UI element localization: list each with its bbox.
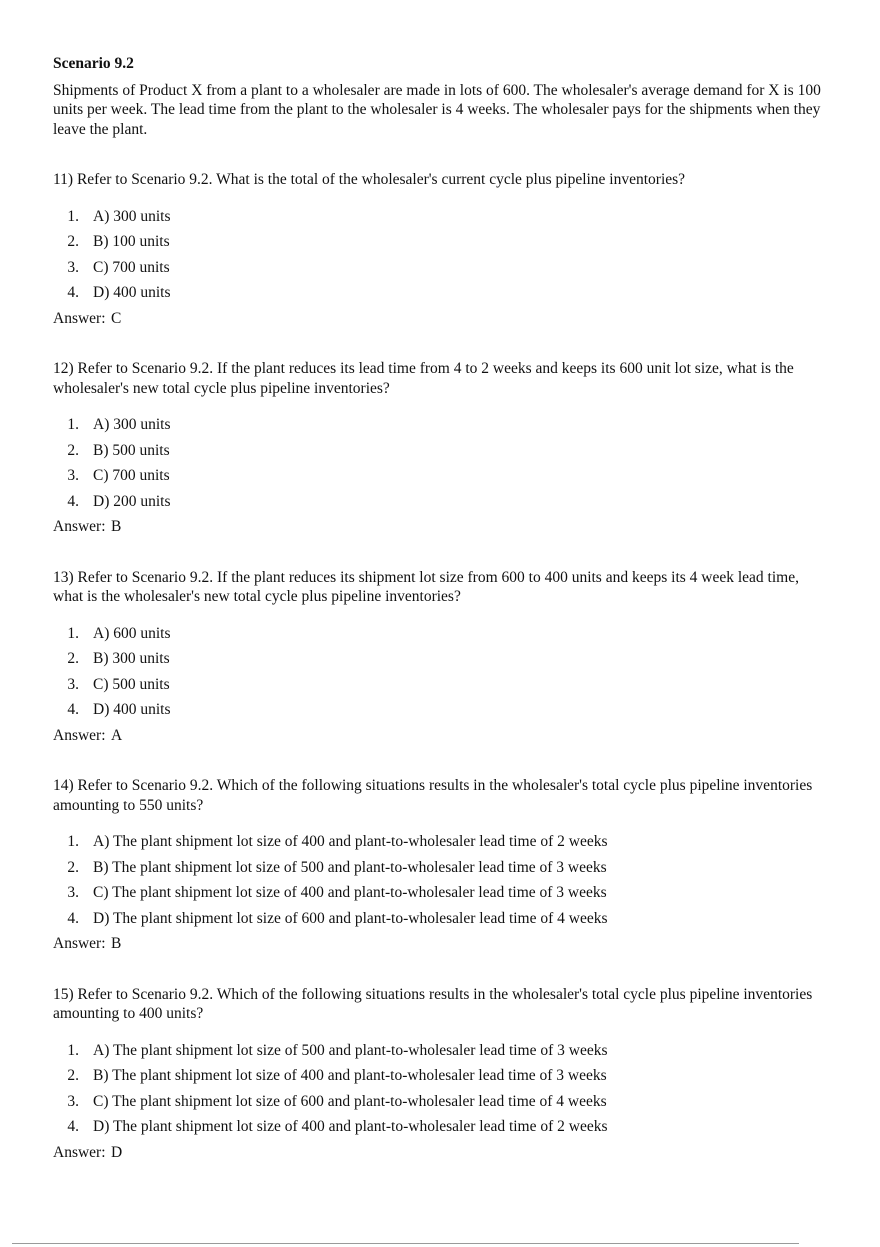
option-item: [53, 624, 823, 650]
option-text: D) 400 units: [93, 284, 171, 301]
option-text: A) 300 units: [93, 207, 171, 225]
question-list: [53, 170, 823, 1162]
option-number: 2.: [67, 650, 79, 667]
answer-label: Answer:: [53, 935, 106, 952]
question-block: [53, 776, 823, 954]
option-item: [53, 232, 823, 258]
option-list: [53, 207, 823, 309]
option-text: B) 300 units: [93, 650, 170, 667]
answer-line: [53, 1143, 823, 1163]
option-number: 2.: [67, 1067, 79, 1084]
question-block: [53, 568, 823, 746]
footer-divider: [12, 1243, 799, 1244]
option-item: [53, 492, 823, 518]
answer-value: C: [111, 309, 122, 327]
question-text: 14) Refer to Scenario 9.2. Which of the following situations results in the wholesaler's total cycle plus pipeline inventories amounting to 550 units?: [53, 777, 813, 814]
option-number: 1.: [67, 833, 79, 850]
option-number: 1.: [67, 207, 79, 225]
option-item: [53, 1117, 823, 1143]
answer-line: [53, 726, 823, 746]
option-number: 3.: [67, 1092, 79, 1110]
option-item: [53, 1092, 823, 1118]
option-item: [53, 700, 823, 726]
answer-label: Answer:: [53, 1143, 106, 1161]
option-text: B) 500 units: [93, 441, 170, 459]
answer-value: D: [111, 1143, 123, 1161]
question-block: [53, 170, 823, 328]
option-item: [53, 858, 823, 884]
question-text: 11) Refer to Scenario 9.2. What is the total of the wholesaler's current cycle plus pipeline inventories?: [53, 171, 686, 188]
answer-line: [53, 309, 823, 329]
option-number: 3.: [67, 675, 79, 693]
option-number: 1.: [67, 624, 79, 642]
option-list: [53, 1041, 823, 1143]
option-item: [53, 207, 823, 233]
option-number: 1.: [67, 416, 79, 433]
option-item: [53, 832, 823, 858]
answer-label: Answer:: [53, 518, 106, 535]
question-text: 13) Refer to Scenario 9.2. If the plant reduces its shipment lot size from 600 to 400 units and keeps its 4 week lead time, what is the wholesaler's new total cycle plus pipeline inventories?: [53, 568, 799, 605]
option-item: [53, 883, 823, 909]
option-text: A) The plant shipment lot size of 500 and plant-to-wholesaler lead time of 3 weeks: [93, 1041, 608, 1059]
option-item: [53, 415, 823, 441]
option-text: A) 600 units: [93, 624, 171, 642]
option-number: 2.: [67, 233, 79, 250]
option-text: A) 300 units: [93, 416, 171, 433]
option-text: B) The plant shipment lot size of 500 and plant-to-wholesaler lead time of 3 weeks: [93, 858, 607, 876]
scenario-title: Scenario 9.2: [53, 55, 134, 72]
option-text: C) 700 units: [93, 467, 170, 484]
option-number: 4.: [67, 1118, 79, 1135]
option-number: 1.: [67, 1041, 79, 1059]
option-text: C) The plant shipment lot size of 600 and plant-to-wholesaler lead time of 4 weeks: [93, 1092, 607, 1110]
option-text: C) 500 units: [93, 675, 170, 693]
option-text: C) 700 units: [93, 258, 170, 276]
option-item: [53, 649, 823, 675]
option-text: C) The plant shipment lot size of 400 and plant-to-wholesaler lead time of 3 weeks: [93, 884, 607, 901]
question-text: 12) Refer to Scenario 9.2. If the plant reduces its lead time from 4 to 2 weeks and keeps its 600 unit lot size, what is the wholesaler's new total cycle plus pipeline inventories?: [53, 360, 794, 397]
answer-value: A: [111, 726, 123, 744]
option-number: 2.: [67, 858, 79, 876]
question-text: 15) Refer to Scenario 9.2. Which of the following situations results in the wholesaler's total cycle plus pipeline inventories amounting to 400 units?: [53, 985, 813, 1022]
option-text: D) 200 units: [93, 492, 171, 510]
option-item: [53, 258, 823, 284]
option-text: D) 400 units: [93, 701, 171, 718]
option-number: 4.: [67, 701, 79, 718]
option-number: 2.: [67, 441, 79, 459]
option-text: B) The plant shipment lot size of 400 and plant-to-wholesaler lead time of 3 weeks: [93, 1067, 607, 1084]
option-number: 3.: [67, 258, 79, 276]
option-text: D) The plant shipment lot size of 400 and plant-to-wholesaler lead time of 2 weeks: [93, 1118, 608, 1135]
answer-label: Answer:: [53, 726, 106, 744]
option-text: D) The plant shipment lot size of 600 and plant-to-wholesaler lead time of 4 weeks: [93, 909, 608, 927]
option-item: [53, 909, 823, 935]
option-number: 4.: [67, 284, 79, 301]
option-list: [53, 415, 823, 517]
answer-label: Answer:: [53, 309, 106, 327]
option-list: [53, 832, 823, 934]
option-list: [53, 624, 823, 726]
option-number: 4.: [67, 492, 79, 510]
option-item: [53, 441, 823, 467]
option-text: B) 100 units: [93, 233, 170, 250]
option-item: [53, 675, 823, 701]
option-item: [53, 1041, 823, 1067]
option-item: [53, 1066, 823, 1092]
option-item: [53, 283, 823, 309]
option-item: [53, 466, 823, 492]
answer-value: B: [111, 935, 122, 952]
answer-value: B: [111, 518, 122, 535]
question-block: [53, 359, 823, 537]
option-number: 3.: [67, 467, 79, 484]
option-number: 4.: [67, 909, 79, 927]
scenario-text: Shipments of Product X from a plant to a wholesaler are made in lots of 600. The wholesaler's average demand for X is 100 units per week. The lead time from the plant to the wholesaler is 4 weeks. The wholesaler pays for the shipments when they leave the plant.: [53, 81, 821, 138]
answer-line: [53, 934, 823, 954]
option-text: A) The plant shipment lot size of 400 and plant-to-wholesaler lead time of 2 weeks: [93, 833, 608, 850]
answer-line: [53, 517, 823, 537]
document-page: [53, 54, 823, 1162]
option-number: 3.: [67, 884, 79, 901]
question-block: [53, 985, 823, 1163]
